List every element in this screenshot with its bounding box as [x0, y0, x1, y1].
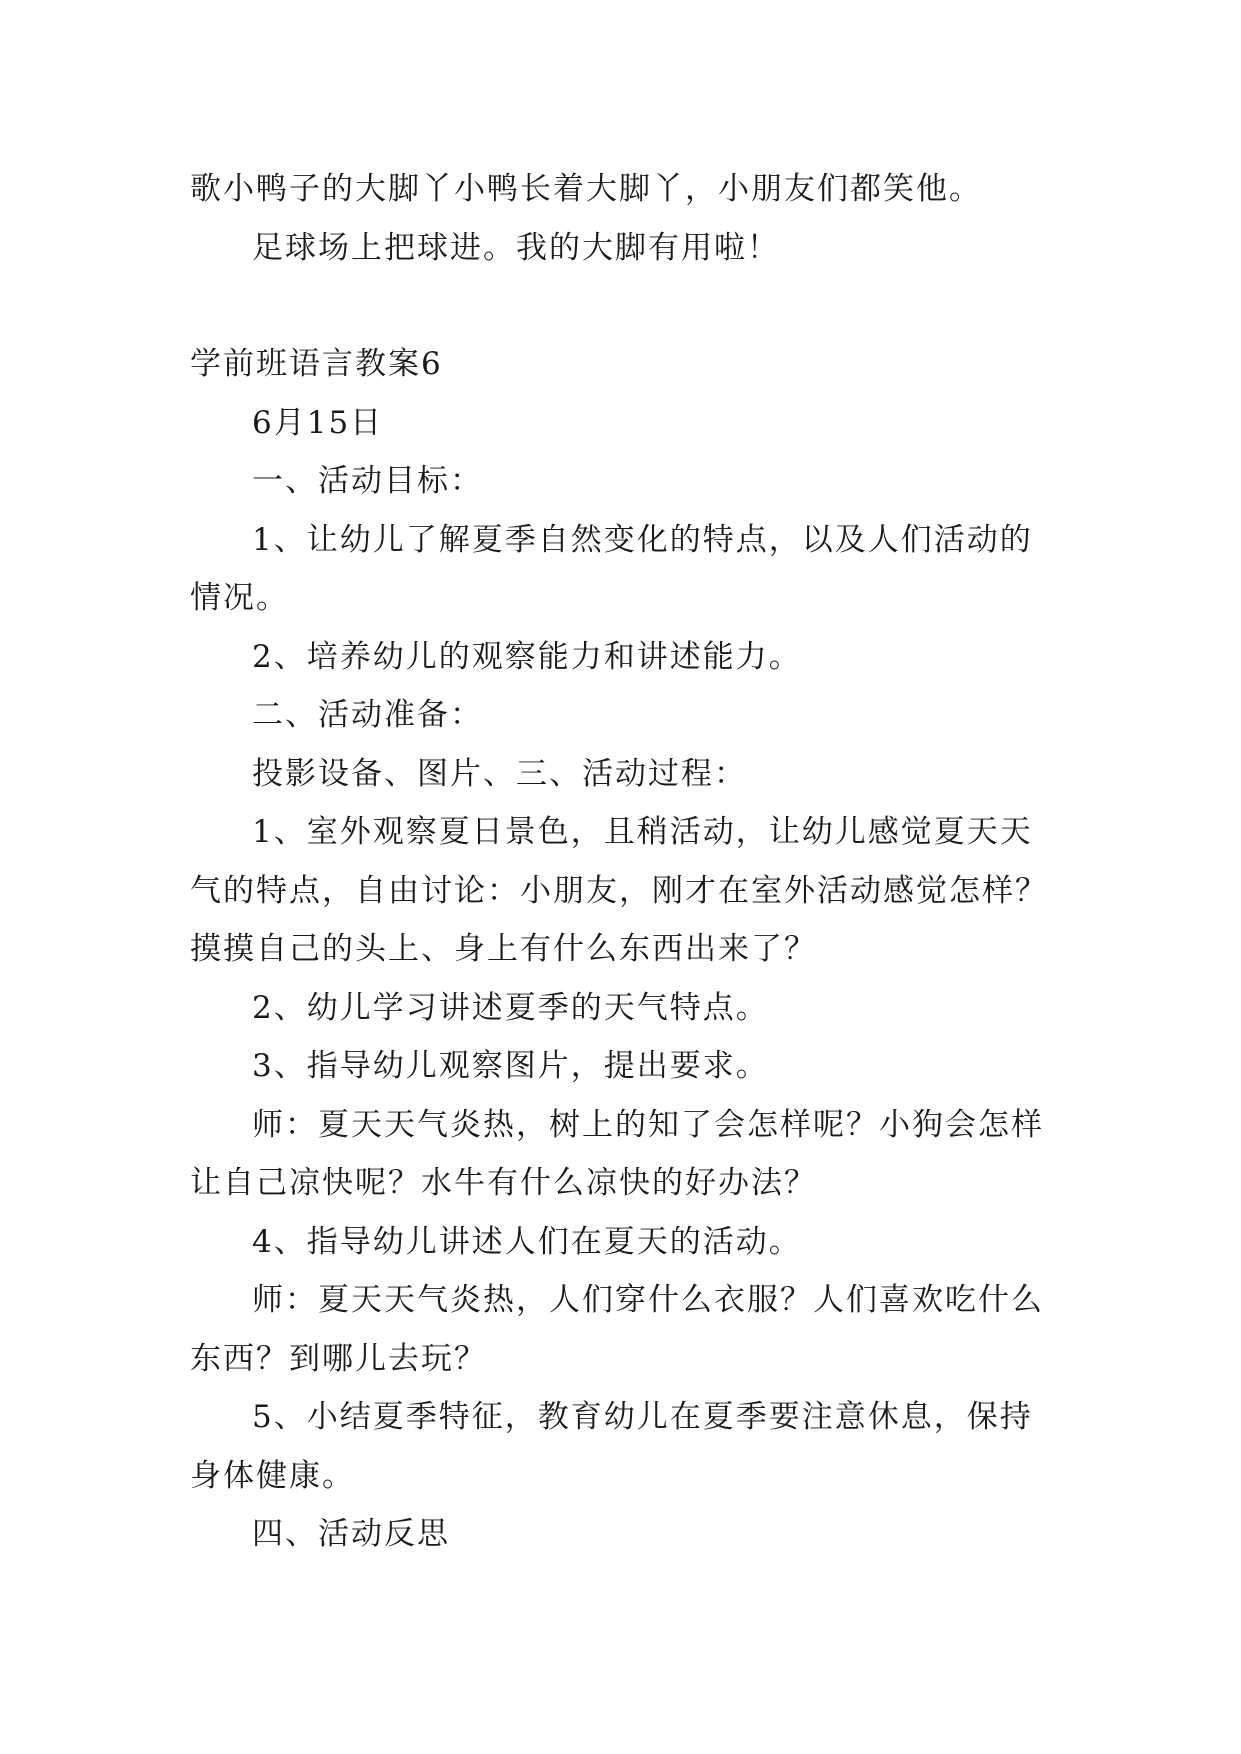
heading-activity-preparation: 二、活动准备：: [252, 697, 483, 733]
paragraph-song-ending: 足球场上把球进。我的大脚有用啦！: [252, 229, 780, 266]
section-title: 学前班语言教案6: [190, 346, 443, 382]
heading-activity-reflection: 四、活动反思: [252, 1516, 450, 1552]
process-item-3: 3、指导幼儿观察图片，提出要求。: [252, 1048, 769, 1084]
section-spacer: [190, 277, 1060, 335]
process-item-1: 1、室外观察夏日景色，且稍活动，让幼儿感觉夏天天气的特点，自由讨论：小朋友，刚才在室外活动感觉怎样？摸摸自己的头上、身上有什么东西出来了？: [190, 814, 1048, 967]
teacher-dialogue-2: 师：夏天天气炎热，人们穿什么衣服？人们喜欢吃什么东西？到哪儿去玩？: [190, 1282, 1044, 1377]
process-item-4: 4、指导幼儿讲述人们在夏天的活动。: [252, 1223, 802, 1260]
paragraph-song-line: 歌小鸭子的大脚丫小鸭长着大脚丫，小朋友们都笑他。: [190, 171, 982, 207]
document-body: [190, 160, 1060, 1564]
goal-item-2: 2、培养幼儿的观察能力和讲述能力。: [252, 638, 802, 675]
heading-activity-goals: 一、活动目标：: [252, 463, 483, 499]
process-item-5: 5、小结夏季特征，教育幼儿在夏季要注意休息，保持身体健康。: [190, 1399, 1033, 1494]
goal-item-1: 1、让幼儿了解夏季自然变化的特点，以及人们活动的情况。: [190, 521, 1033, 616]
process-item-2: 2、幼儿学习讲述夏季的天气特点。: [252, 989, 769, 1026]
preparation-and-process-heading: 投影设备、图片、三、活动过程：: [252, 755, 747, 792]
lesson-date: 6月15日: [252, 404, 384, 441]
teacher-dialogue-1: 师：夏天天气炎热，树上的知了会怎样呢？小狗会怎样让自己凉快呢？水牛有什么凉快的好办法？: [190, 1106, 1044, 1201]
